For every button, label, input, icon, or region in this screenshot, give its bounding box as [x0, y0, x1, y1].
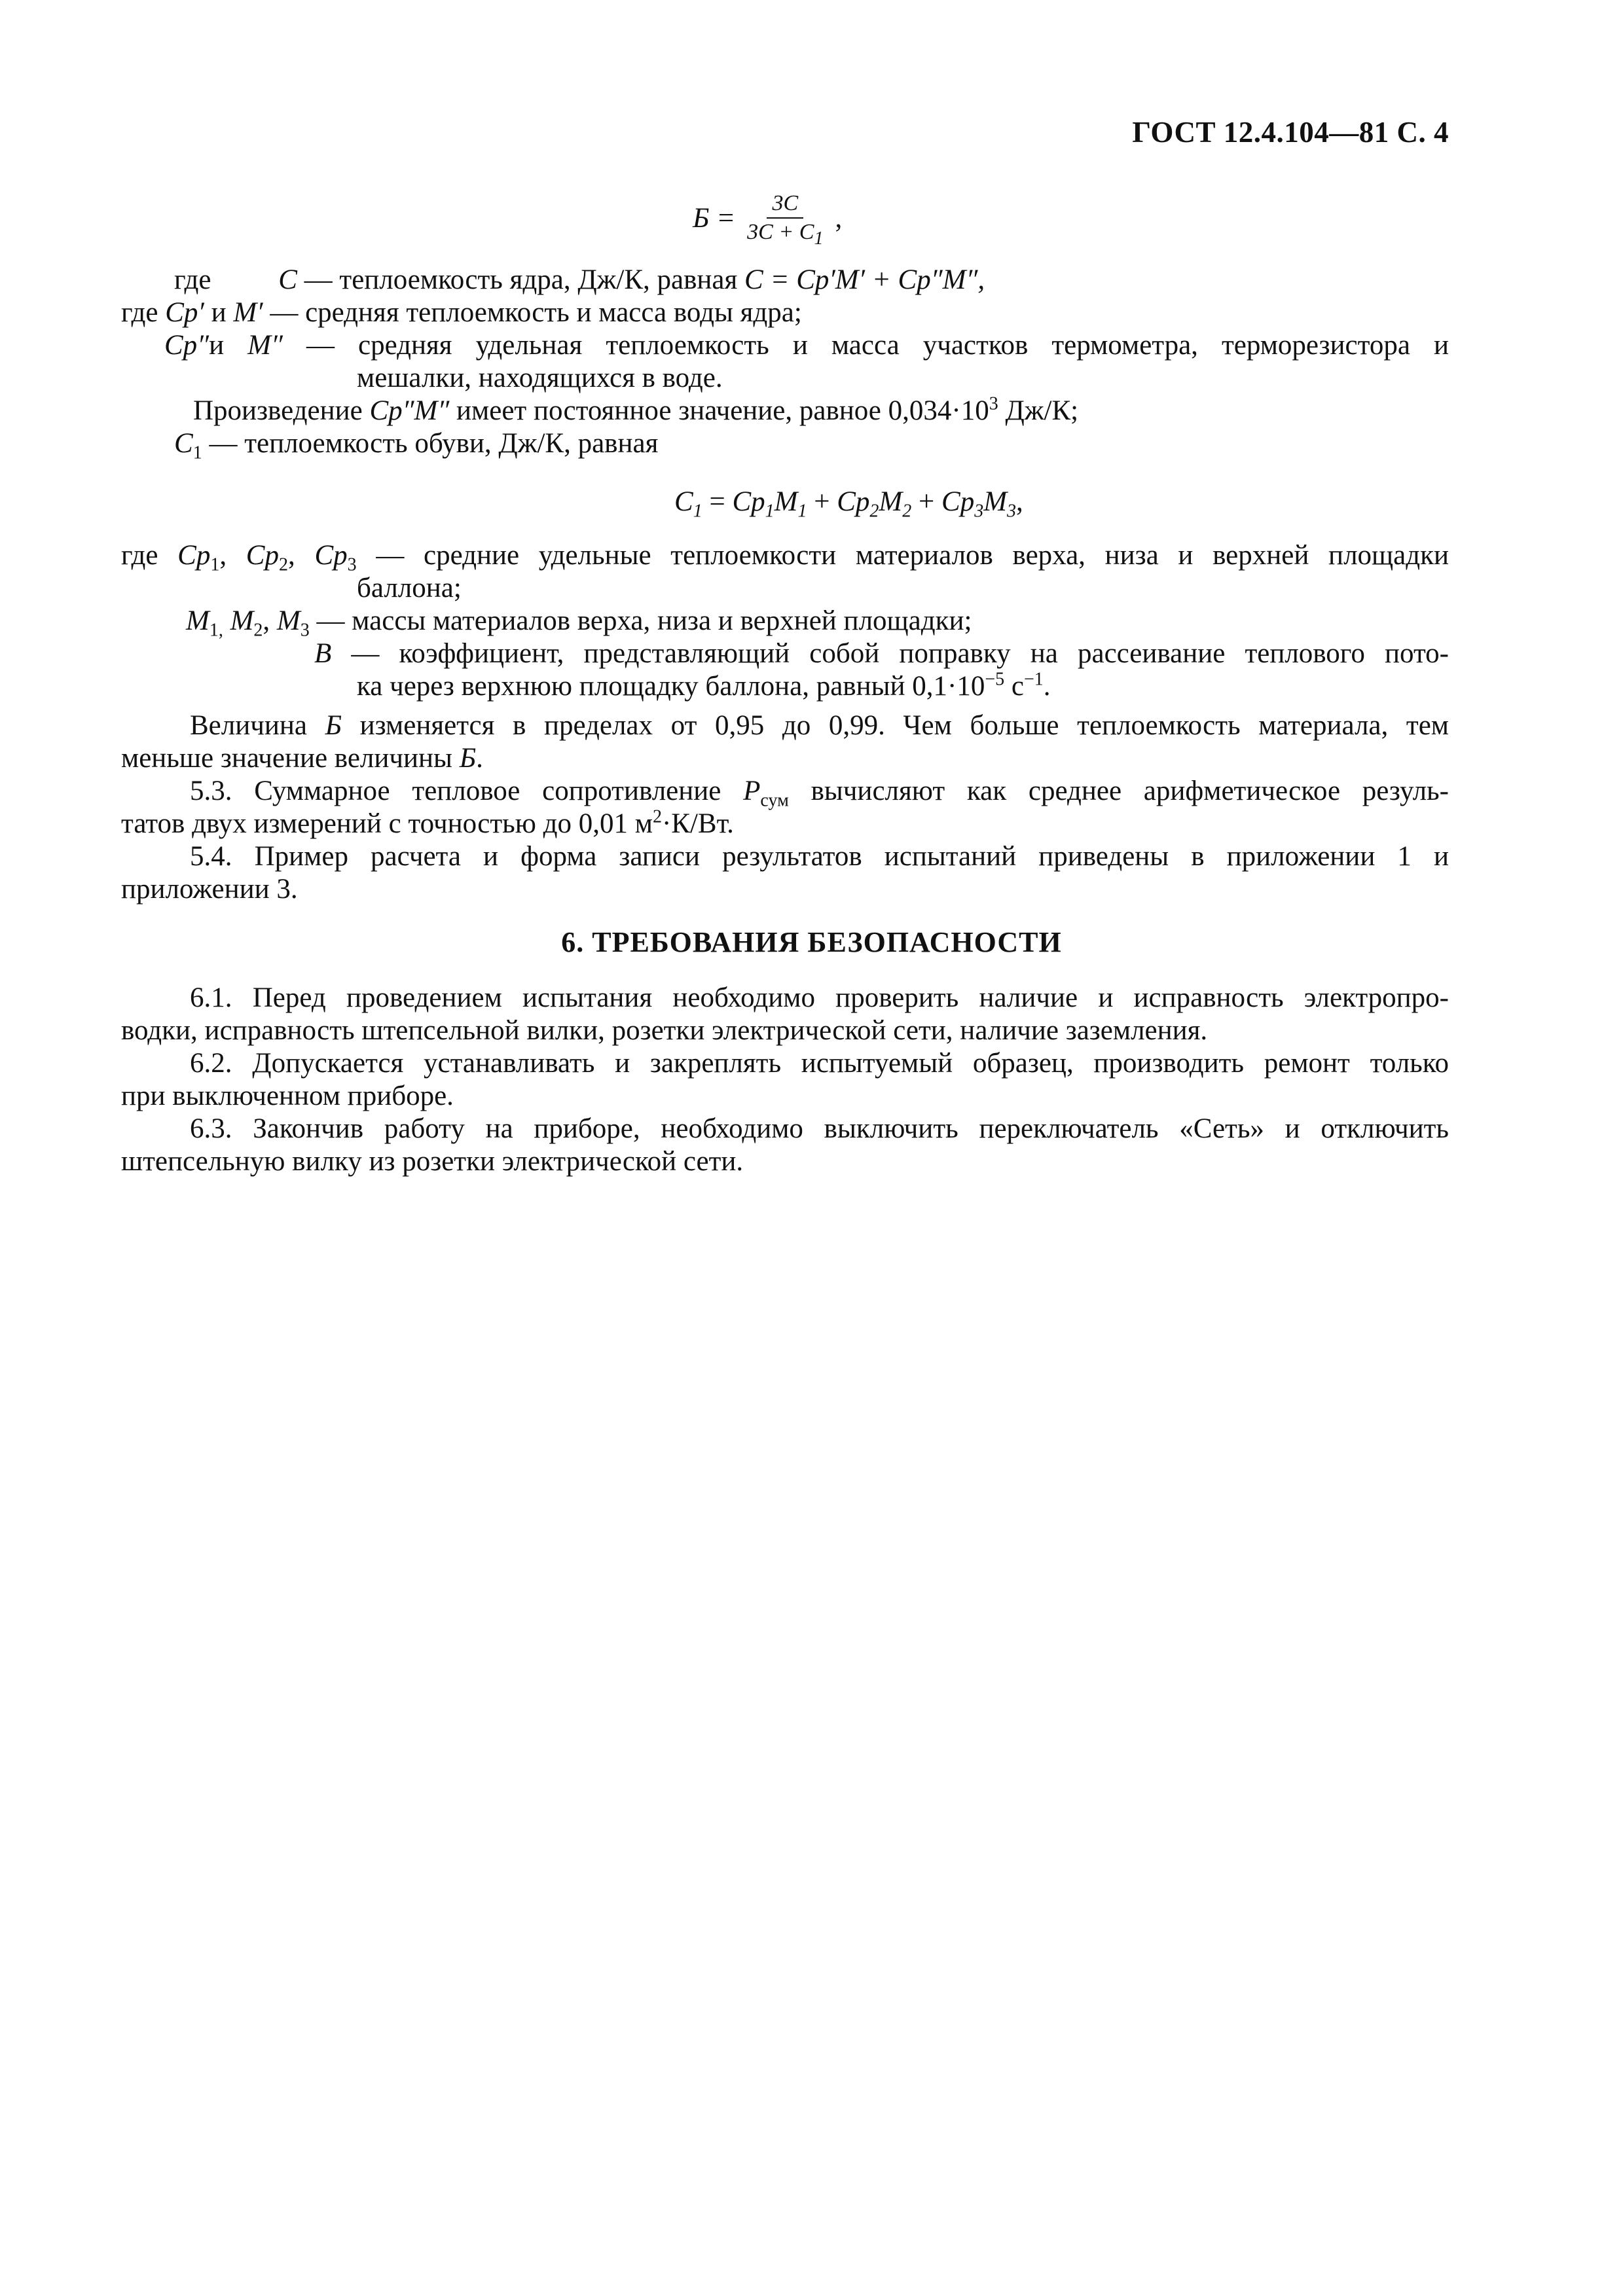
def2-m1: М	[186, 605, 210, 636]
formula-b-den-text: 3С + С	[747, 220, 814, 244]
formula-b-denominator	[742, 219, 828, 249]
def2-coef-b: с	[1004, 671, 1024, 702]
p53-sub: сум	[760, 790, 789, 811]
formula-b-den-sub: 1	[814, 228, 824, 249]
formula-b-lhs: Б =	[693, 202, 736, 234]
para-b-l2sym: Б	[459, 743, 477, 774]
p62-l2: при выключенном приборе.	[121, 1081, 454, 1111]
def-text-mixer: мешалки, находящихся в воде.	[357, 363, 723, 393]
def-sym-cp2: Ср″	[164, 330, 210, 361]
def-product-sup: 3	[989, 393, 998, 414]
def-and-2: и	[209, 330, 248, 361]
def-text-c1: — теплоемкость обуви, Дж/К, равная	[202, 428, 659, 459]
p54-line-1	[190, 840, 1449, 873]
def2-sym-v: В	[314, 638, 332, 669]
def-and: и	[204, 297, 234, 328]
fc1-t3-sub: 3	[974, 501, 984, 522]
fc1-t3b: М	[983, 486, 1008, 517]
page-header: ГОСТ 12.4.104—81 С. 4	[1132, 116, 1449, 149]
p62-line-2	[121, 1080, 454, 1113]
p61-l2: водки, исправность штепсельной вилки, розетки электрической сети, наличие заземления.	[121, 1015, 1208, 1046]
def2-text-heat: — средние удельные теплоемкости материалов верха, низа и верхней площадки	[356, 540, 1450, 571]
p61-line-1	[190, 982, 1449, 1014]
def2-cp1-sub: 1	[210, 554, 220, 575]
p62-line-1	[190, 1047, 1449, 1080]
def2-where: где	[121, 540, 178, 571]
def2-cp2-sub: 2	[278, 554, 288, 575]
p54-l1: 5.4. Пример расчета и форма записи результатов испытаний приведены в приложении 1 и	[190, 841, 1449, 872]
p54-line-2	[121, 873, 298, 906]
p53-line-1	[190, 775, 1449, 811]
def2-cp3-sub: 3	[347, 554, 357, 575]
fc1-t2b-sub: 2	[902, 501, 912, 522]
fc1-t1-sub: 1	[765, 501, 775, 522]
def-sym-c: С	[278, 264, 297, 295]
p53-l2b: ·К/Вт.	[661, 808, 734, 839]
section-6-title: 6. ТРЕБОВАНИЯ БЕЗОПАСНОСТИ	[561, 926, 1062, 958]
fc1-eq: =	[702, 486, 733, 517]
formula-b-fraction	[742, 191, 828, 249]
def-sym-m1: М′	[233, 297, 263, 328]
def-product-b: имеет постоянное значение, равное 0,034·10	[449, 395, 989, 426]
def2-line-5	[357, 670, 1051, 703]
def-line-2	[121, 296, 802, 329]
p61-l1: 6.1. Перед проведением испытания необходимо проверить наличие и исправность электропро-	[190, 982, 1449, 1013]
fc1-c-sub: 1	[693, 501, 702, 522]
p63-l2: штепсельную вилку из розетки электрической сети.	[121, 1146, 744, 1177]
def2-cp1: Ср	[177, 540, 211, 571]
p63-line-2	[121, 1145, 743, 1178]
fc1-plus2: +	[911, 486, 942, 517]
def-sym-c1: С	[174, 428, 193, 459]
def-product-sym: Ср″М″	[369, 395, 450, 426]
def-sym-cp1: Ср′	[165, 297, 204, 328]
p53-a: 5.3. Суммарное тепловое сопротивление	[190, 776, 744, 806]
para-b-l2a: меньше значение величины	[121, 743, 460, 774]
def-product-c: Дж/К;	[998, 395, 1079, 426]
def-line-4	[357, 362, 723, 395]
para-b-l2b: .	[476, 743, 483, 774]
def2-m3: М	[276, 605, 301, 636]
def2-text-balloon: баллона;	[357, 573, 462, 603]
def-line-3	[164, 329, 1449, 362]
def2-m3-sub: 3	[300, 620, 310, 641]
def2-line-3: $М_{1,}$ $М_2$, $М_3$ — массы материалов верха, низа и верхней площадки;	[186, 605, 972, 641]
fc1-plus1: +	[807, 486, 837, 517]
def-text-c: — теплоемкость ядра, Дж/К, равная	[297, 264, 745, 295]
para-b-sym: Б	[325, 710, 342, 741]
p62-l1: 6.2. Допускается устанавливать и закреплять испытуемый образец, производить ремонт только	[190, 1048, 1449, 1079]
def-text-water: — средняя теплоемкость и масса воды ядра;	[263, 297, 802, 328]
para-b-a: Величина	[190, 710, 325, 741]
def2-cp2: Ср	[246, 540, 279, 571]
def2-line-1: где $Ср_1$, $Ср_2$, $Ср_3$ — средние удельные теплоемкости материалов верха, низа и верхней площадки	[121, 540, 1450, 575]
def-formula-c: С = Ср′М′ + Ср″М″,	[744, 264, 985, 295]
para-b-b: изменяется в пределах от 0,95 до 0,99. Чем больше теплоемкость материала, тем	[342, 710, 1449, 741]
fc1-t1b: М	[774, 486, 798, 517]
def2-line-4	[314, 637, 1449, 670]
def-sym-c1-sub: 1	[192, 442, 202, 463]
def2-cp3: Ср	[314, 540, 348, 571]
def2-line-2	[357, 572, 462, 605]
def-product-a: Произведение	[193, 395, 370, 426]
fc1-t2: Ср	[837, 486, 870, 517]
p53-sym: Р	[743, 776, 761, 806]
p53-l2sup: 2	[652, 806, 662, 827]
def2-coef-a: ка через верхнюю площадку баллона, равный 0,1·10	[357, 671, 985, 702]
def2-text-masses: — массы материалов верха, низа и верхней площадки;	[309, 605, 972, 636]
def-text-thermometer: — средняя удельная теплоемкость и масса участков термометра, терморезистора и	[282, 330, 1449, 361]
def-line-6	[174, 427, 659, 463]
def2-coef-sup2: −1	[1023, 669, 1044, 690]
def2-m1-sub: 1,	[209, 620, 223, 641]
fc1-c: С	[674, 486, 693, 517]
def-where-2: где	[121, 297, 166, 328]
def2-m2-sub: 2	[253, 620, 263, 641]
p53-line-2	[121, 808, 734, 840]
def-line-1	[174, 264, 985, 296]
def2-coef-c: .	[1043, 671, 1051, 702]
formula-b	[693, 191, 843, 249]
def-where: где	[174, 264, 211, 295]
p53-l2a: татов двух измерений с точностью до 0,01 м	[121, 808, 653, 839]
para-b-line-2	[121, 742, 483, 775]
fc1-t3: Ср	[941, 486, 975, 517]
def2-m2: М	[230, 605, 254, 636]
fc1-tail: ,	[1016, 486, 1023, 517]
p54-l2: приложении 3.	[121, 874, 298, 905]
formula-b-tail: ,	[835, 202, 843, 234]
fc1-t1b-sub: 1	[797, 501, 807, 522]
fc1-t1: Ср	[732, 486, 765, 517]
def-line-5	[193, 395, 1078, 427]
fc1-t2b: М	[879, 486, 903, 517]
p61-line-2	[121, 1014, 1207, 1047]
fc1-t3b-sub: 3	[1007, 501, 1017, 522]
fc1-t2-sub: 2	[869, 501, 879, 522]
def-sym-m2: М″	[247, 330, 283, 361]
def2-text-coef: — коэффициент, представляющий собой поправку на рассеивание теплового пото-	[331, 638, 1449, 669]
formula-b-numerator: 3С	[767, 191, 803, 219]
para-b-line-1	[190, 709, 1449, 742]
p63-l1: 6.3. Закончив работу на приборе, необходимо выключить переключатель «Сеть» и отключить	[190, 1113, 1449, 1144]
def2-coef-sup: −5	[985, 669, 1005, 690]
p53-b: вычисляют как среднее арифметическое резуль-	[788, 776, 1449, 806]
p63-line-1	[190, 1113, 1449, 1145]
formula-c1	[674, 486, 1023, 522]
